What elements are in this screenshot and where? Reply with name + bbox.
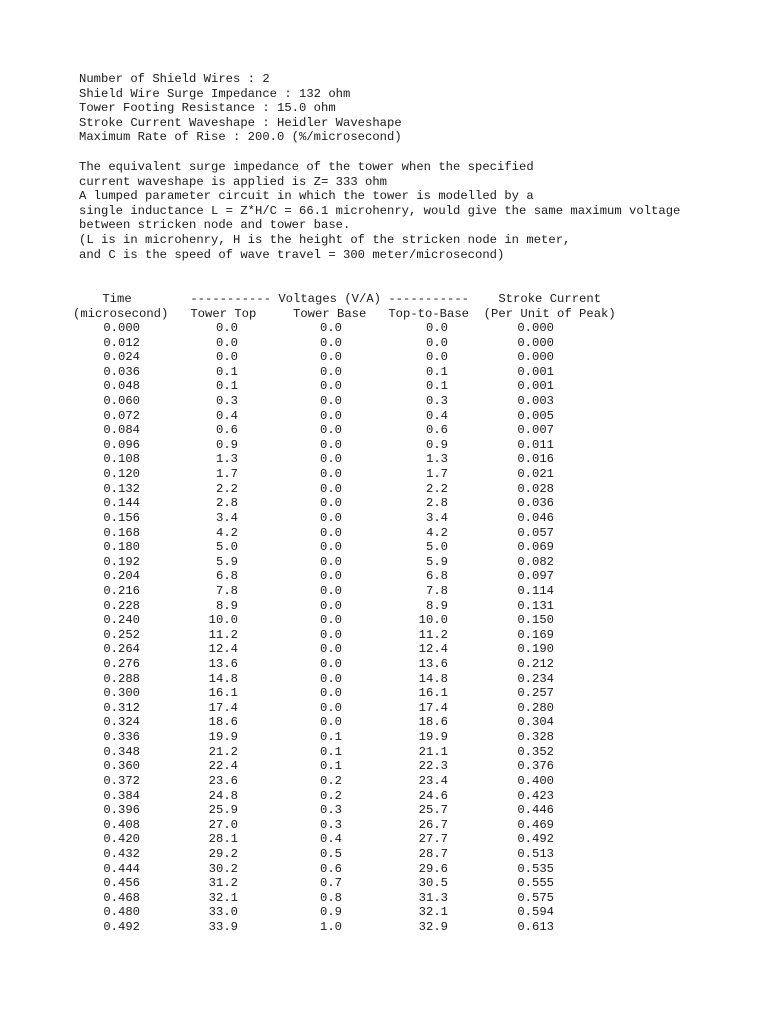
tower-base-cell: 0.2 [319, 788, 342, 803]
time-cell: 0.240 [103, 613, 140, 628]
top-to-base-cell: 0.1 [425, 379, 448, 394]
time-cell: 0.264 [103, 642, 140, 657]
time-cell: 0.348 [103, 744, 140, 759]
tower-base-cell: 0.0 [319, 394, 342, 409]
note-line: single inductance L = Z*H/C = 66.1 microhenry, would give the same maximum voltage [79, 203, 681, 218]
time-cell: 0.468 [103, 890, 140, 905]
table-row [0, 759, 768, 774]
top-to-base-cell: 8.9 [425, 598, 448, 613]
tower-top-cell: 0.4 [215, 408, 238, 423]
time-cell: 0.408 [103, 817, 140, 832]
tower-base-cell: 0.0 [319, 437, 342, 452]
top-to-base-cell: 6.8 [425, 569, 448, 584]
time-cell: 0.096 [103, 437, 140, 452]
stroke-current-cell: 0.001 [517, 379, 554, 394]
time-cell: 0.072 [103, 408, 140, 423]
top-to-base-cell: 26.7 [418, 817, 448, 832]
notes-block [79, 160, 680, 262]
table-row [0, 496, 768, 511]
time-cell: 0.204 [103, 569, 140, 584]
tower-top-cell: 25.9 [208, 803, 238, 818]
time-cell: 0.216 [103, 583, 140, 598]
tower-base-cell: 0.9 [319, 905, 342, 920]
tower-top-cell: 3.4 [215, 510, 238, 525]
time-cell: 0.120 [103, 467, 140, 482]
tower-base-cell: 0.0 [319, 481, 342, 496]
table-row [0, 672, 768, 687]
param-waveshape: Stroke Current Waveshape : Heidler Waveshape [79, 115, 402, 130]
top-to-base-cell: 25.7 [418, 803, 448, 818]
top-to-base-cell: 28.7 [418, 846, 448, 861]
param-footing-resistance: Tower Footing Resistance : 15.0 ohm [79, 101, 336, 116]
note-line: The equivalent surge impedance of the tower when the specified [79, 160, 534, 174]
time-cell: 0.252 [103, 627, 140, 642]
tower-base-cell: 0.0 [319, 598, 342, 613]
table-row [0, 394, 768, 409]
stroke-current-cell: 0.150 [517, 613, 554, 628]
tower-top-cell: 29.2 [208, 846, 238, 861]
tower-top-cell: 12.4 [208, 642, 238, 657]
table-row [0, 526, 768, 541]
time-cell: 0.324 [103, 715, 140, 730]
param-rate-of-rise: Maximum Rate of Rise : 200.0 (%/microsecond) [79, 130, 402, 145]
tower-top-cell: 11.2 [208, 627, 238, 642]
tower-base-cell: 0.0 [319, 364, 342, 379]
top-to-base-cell: 4.2 [425, 525, 448, 540]
time-cell: 0.276 [103, 657, 140, 672]
stroke-current-cell: 0.400 [517, 773, 554, 788]
table-row [0, 862, 768, 877]
tower-top-cell: 1.3 [215, 452, 238, 467]
note-line: A lumped parameter circuit in which the tower is modelled by a [79, 189, 534, 204]
param-shield-wires: Number of Shield Wires : 2 [79, 72, 270, 86]
tower-base-cell: 0.0 [319, 715, 342, 730]
note-line: current waveshape is applied is Z= 333 ohm [79, 174, 388, 189]
tower-base-cell: 0.0 [319, 525, 342, 540]
tower-top-cell: 6.8 [215, 569, 238, 584]
table-row [0, 745, 768, 760]
stroke-current-cell: 0.257 [517, 686, 554, 701]
time-cell: 0.492 [103, 919, 140, 934]
tower-base-cell: 0.1 [319, 730, 342, 745]
tower-top-cell: 0.6 [215, 423, 238, 438]
tower-base-cell: 0.0 [319, 321, 342, 335]
top-to-base-cell: 23.4 [418, 773, 448, 788]
top-to-base-cell: 10.0 [418, 613, 448, 628]
tower-top-cell: 16.1 [208, 686, 238, 701]
stroke-current-cell: 0.131 [517, 598, 554, 613]
time-cell: 0.180 [103, 540, 140, 555]
tower-top-cell: 1.7 [215, 467, 238, 482]
top-to-base-cell: 29.6 [418, 861, 448, 876]
table-row [0, 379, 768, 394]
tower-top-cell: 0.1 [215, 379, 238, 394]
note-line: and C is the speed of wave travel = 300 meter/microsecond) [79, 247, 505, 262]
top-to-base-cell: 2.2 [425, 481, 448, 496]
top-to-base-cell: 11.2 [418, 627, 448, 642]
time-cell: 0.084 [103, 423, 140, 438]
stroke-current-cell: 0.234 [517, 671, 554, 686]
tower-base-cell: 0.3 [319, 817, 342, 832]
stroke-current-cell: 0.000 [517, 335, 554, 350]
param-surge-impedance: Shield Wire Surge Impedance : 132 ohm [79, 86, 351, 101]
tower-top-cell: 0.9 [215, 437, 238, 452]
tower-top-cell: 10.0 [208, 613, 238, 628]
stroke-current-cell: 0.304 [517, 715, 554, 730]
tower-top-cell: 5.0 [215, 540, 238, 555]
table-row [0, 452, 768, 467]
tower-top-cell: 4.2 [215, 525, 238, 540]
table-row [0, 803, 768, 818]
table-row [0, 789, 768, 804]
top-to-base-cell: 31.3 [418, 890, 448, 905]
stroke-current-cell: 0.028 [517, 481, 554, 496]
stroke-current-cell: 0.169 [517, 627, 554, 642]
tower-base-cell: 0.0 [319, 554, 342, 569]
stroke-current-cell: 0.097 [517, 569, 554, 584]
time-cell: 0.288 [103, 671, 140, 686]
table-row [0, 467, 768, 482]
table-row [0, 409, 768, 424]
tower-top-cell: 13.6 [208, 657, 238, 672]
table-row [0, 701, 768, 716]
time-cell: 0.036 [103, 364, 140, 379]
tower-top-cell: 21.2 [208, 744, 238, 759]
table-row [0, 555, 768, 570]
top-to-base-cell: 0.1 [425, 364, 448, 379]
stroke-current-cell: 0.036 [517, 496, 554, 511]
table-row [0, 891, 768, 906]
tower-base-cell: 0.0 [319, 613, 342, 628]
time-cell: 0.192 [103, 554, 140, 569]
tower-top-cell: 33.9 [208, 919, 238, 934]
time-cell: 0.132 [103, 481, 140, 496]
table-row [0, 569, 768, 584]
table-row [0, 628, 768, 643]
stroke-current-cell: 0.328 [517, 730, 554, 745]
top-to-base-cell: 0.3 [425, 394, 448, 409]
tower-base-cell: 0.1 [319, 744, 342, 759]
top-to-base-cell: 3.4 [425, 510, 448, 525]
stroke-current-cell: 0.376 [517, 759, 554, 774]
table-row [0, 876, 768, 891]
tower-top-cell: 23.6 [208, 773, 238, 788]
top-to-base-cell: 13.6 [418, 657, 448, 672]
tower-top-cell: 17.4 [208, 700, 238, 715]
stroke-current-cell: 0.469 [517, 817, 554, 832]
tower-base-cell: 0.0 [319, 510, 342, 525]
top-to-base-cell: 17.4 [418, 700, 448, 715]
tower-base-cell: 0.2 [319, 773, 342, 788]
tower-base-cell: 0.0 [319, 642, 342, 657]
tower-top-cell: 31.2 [208, 876, 238, 891]
time-cell: 0.432 [103, 846, 140, 861]
stroke-current-cell: 0.555 [517, 876, 554, 891]
table-row [0, 321, 768, 336]
tower-base-cell: 0.0 [319, 686, 342, 701]
tower-top-cell: 33.0 [208, 905, 238, 920]
stroke-current-cell: 0.003 [517, 394, 554, 409]
tower-top-cell: 2.8 [215, 496, 238, 511]
top-to-base-cell: 21.1 [418, 744, 448, 759]
time-cell: 0.312 [103, 700, 140, 715]
tower-top-cell: 0.0 [215, 321, 238, 335]
stroke-current-cell: 0.352 [517, 744, 554, 759]
tower-top-cell: 7.8 [215, 583, 238, 598]
table-row [0, 818, 768, 833]
results-table [0, 321, 768, 935]
top-to-base-cell: 12.4 [418, 642, 448, 657]
stroke-current-cell: 0.011 [517, 437, 554, 452]
table-row [0, 847, 768, 862]
table-header-line-2: (microsecond) Tower Top Tower Base Top-to-Base (Per Unit of Peak) [73, 306, 616, 321]
tower-base-cell: 0.7 [319, 876, 342, 891]
time-cell: 0.024 [103, 350, 140, 365]
top-to-base-cell: 0.0 [425, 335, 448, 350]
table-row [0, 715, 768, 730]
stroke-current-cell: 0.057 [517, 525, 554, 540]
tower-top-cell: 0.1 [215, 364, 238, 379]
time-cell: 0.060 [103, 394, 140, 409]
top-to-base-cell: 14.8 [418, 671, 448, 686]
table-row [0, 482, 768, 497]
table-row [0, 438, 768, 453]
top-to-base-cell: 16.1 [418, 686, 448, 701]
table-row [0, 642, 768, 657]
tower-base-cell: 0.0 [319, 627, 342, 642]
top-to-base-cell: 5.0 [425, 540, 448, 555]
time-cell: 0.444 [103, 861, 140, 876]
tower-base-cell: 0.0 [319, 452, 342, 467]
table-row [0, 920, 768, 935]
time-cell: 0.156 [103, 510, 140, 525]
note-line: between stricken node and tower base. [79, 218, 351, 233]
tower-base-cell: 0.0 [319, 700, 342, 715]
table-row [0, 365, 768, 380]
tower-top-cell: 28.1 [208, 832, 238, 847]
table-header [73, 292, 616, 321]
tower-base-cell: 0.0 [319, 408, 342, 423]
table-row [0, 613, 768, 628]
tower-base-cell: 0.5 [319, 846, 342, 861]
tower-base-cell: 0.0 [319, 671, 342, 686]
tower-base-cell: 0.0 [319, 335, 342, 350]
top-to-base-cell: 7.8 [425, 583, 448, 598]
tower-top-cell: 24.8 [208, 788, 238, 803]
tower-top-cell: 27.0 [208, 817, 238, 832]
tower-base-cell: 0.0 [319, 583, 342, 598]
stroke-current-cell: 0.535 [517, 861, 554, 876]
tower-top-cell: 0.3 [215, 394, 238, 409]
time-cell: 0.300 [103, 686, 140, 701]
top-to-base-cell: 24.6 [418, 788, 448, 803]
tower-base-cell: 0.0 [319, 350, 342, 365]
stroke-current-cell: 0.446 [517, 803, 554, 818]
table-row [0, 905, 768, 920]
time-cell: 0.012 [103, 335, 140, 350]
stroke-current-cell: 0.046 [517, 510, 554, 525]
tower-base-cell: 0.4 [319, 832, 342, 847]
tower-base-cell: 0.1 [319, 759, 342, 774]
top-to-base-cell: 0.9 [425, 437, 448, 452]
time-cell: 0.396 [103, 803, 140, 818]
time-cell: 0.360 [103, 759, 140, 774]
tower-top-cell: 14.8 [208, 671, 238, 686]
time-cell: 0.420 [103, 832, 140, 847]
time-cell: 0.228 [103, 598, 140, 613]
table-row [0, 686, 768, 701]
note-line: (L is in microhenry, H is the height of the stricken node in meter, [79, 233, 571, 248]
tower-top-cell: 5.9 [215, 554, 238, 569]
stroke-current-cell: 0.423 [517, 788, 554, 803]
tower-base-cell: 0.8 [319, 890, 342, 905]
tower-base-cell: 0.0 [319, 496, 342, 511]
stroke-current-cell: 0.513 [517, 846, 554, 861]
time-cell: 0.108 [103, 452, 140, 467]
stroke-current-cell: 0.190 [517, 642, 554, 657]
time-cell: 0.168 [103, 525, 140, 540]
stroke-current-cell: 0.001 [517, 364, 554, 379]
tower-base-cell: 0.0 [319, 657, 342, 672]
tower-top-cell: 2.2 [215, 481, 238, 496]
tower-top-cell: 8.9 [215, 598, 238, 613]
time-cell: 0.000 [103, 321, 140, 335]
tower-base-cell: 0.0 [319, 467, 342, 482]
time-cell: 0.456 [103, 876, 140, 891]
top-to-base-cell: 1.3 [425, 452, 448, 467]
stroke-current-cell: 0.005 [517, 408, 554, 423]
time-cell: 0.144 [103, 496, 140, 511]
stroke-current-cell: 0.016 [517, 452, 554, 467]
tower-top-cell: 30.2 [208, 861, 238, 876]
top-to-base-cell: 0.6 [425, 423, 448, 438]
top-to-base-cell: 1.7 [425, 467, 448, 482]
top-to-base-cell: 27.7 [418, 832, 448, 847]
table-row [0, 832, 768, 847]
tower-base-cell: 0.6 [319, 861, 342, 876]
table-row [0, 730, 768, 745]
table-row [0, 584, 768, 599]
stroke-current-cell: 0.613 [517, 919, 554, 934]
table-row [0, 511, 768, 526]
table-row [0, 540, 768, 555]
table-row [0, 350, 768, 365]
parameter-block [79, 72, 402, 145]
stroke-current-cell: 0.000 [517, 321, 554, 335]
stroke-current-cell: 0.114 [517, 583, 554, 598]
top-to-base-cell: 22.3 [418, 759, 448, 774]
top-to-base-cell: 30.5 [418, 876, 448, 891]
tower-top-cell: 22.4 [208, 759, 238, 774]
top-to-base-cell: 32.9 [418, 919, 448, 934]
top-to-base-cell: 0.4 [425, 408, 448, 423]
stroke-current-cell: 0.069 [517, 540, 554, 555]
time-cell: 0.336 [103, 730, 140, 745]
stroke-current-cell: 0.575 [517, 890, 554, 905]
tower-top-cell: 0.0 [215, 350, 238, 365]
top-to-base-cell: 32.1 [418, 905, 448, 920]
stroke-current-cell: 0.492 [517, 832, 554, 847]
stroke-current-cell: 0.021 [517, 467, 554, 482]
table-row [0, 774, 768, 789]
table-row [0, 657, 768, 672]
table-row [0, 336, 768, 351]
top-to-base-cell: 0.0 [425, 350, 448, 365]
tower-base-cell: 0.0 [319, 423, 342, 438]
time-cell: 0.384 [103, 788, 140, 803]
tower-top-cell: 18.6 [208, 715, 238, 730]
tower-base-cell: 1.0 [319, 919, 342, 934]
table-row [0, 423, 768, 438]
tower-base-cell: 0.0 [319, 569, 342, 584]
tower-base-cell: 0.0 [319, 540, 342, 555]
tower-base-cell: 0.0 [319, 379, 342, 394]
tower-top-cell: 0.0 [215, 335, 238, 350]
stroke-current-cell: 0.082 [517, 554, 554, 569]
top-to-base-cell: 18.6 [418, 715, 448, 730]
time-cell: 0.048 [103, 379, 140, 394]
stroke-current-cell: 0.280 [517, 700, 554, 715]
top-to-base-cell: 5.9 [425, 554, 448, 569]
time-cell: 0.480 [103, 905, 140, 920]
tower-top-cell: 19.9 [208, 730, 238, 745]
top-to-base-cell: 19.9 [418, 730, 448, 745]
top-to-base-cell: 0.0 [425, 321, 448, 335]
top-to-base-cell: 2.8 [425, 496, 448, 511]
stroke-current-cell: 0.000 [517, 350, 554, 365]
table-header-line-1: Time ----------- Voltages (V/A) ----------- Stroke Current [73, 292, 602, 306]
table-row [0, 599, 768, 614]
stroke-current-cell: 0.212 [517, 657, 554, 672]
tower-base-cell: 0.3 [319, 803, 342, 818]
time-cell: 0.372 [103, 773, 140, 788]
tower-top-cell: 32.1 [208, 890, 238, 905]
stroke-current-cell: 0.007 [517, 423, 554, 438]
stroke-current-cell: 0.594 [517, 905, 554, 920]
